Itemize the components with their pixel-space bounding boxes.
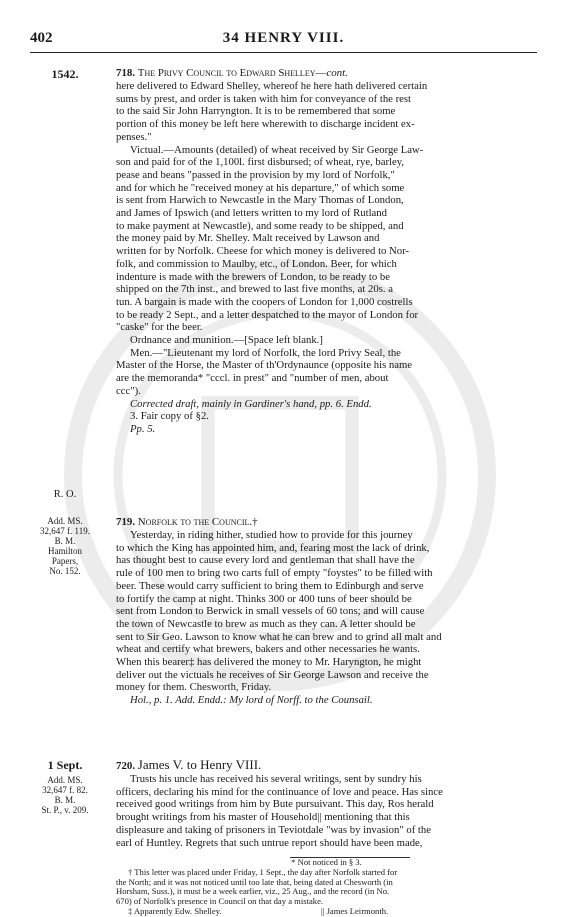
footnotes [116, 858, 537, 917]
footnote-parallel: || James Leirmonth. [321, 905, 389, 916]
entry-720 [116, 758, 537, 849]
paragraph: here delivered to Edward Shelley, whereof he here hath delivered certain sums by prest, and order is taken with him for conveyance of the rest to the said Sir John Harryngton. It is to be remembered that some portion of this money be left here wherewith to discharge incident ex- penses." [116, 80, 428, 143]
margin-year: 1542. [51, 67, 79, 81]
description-note: Hol., p. 1. Add. Endd.: My lord of Norff. to the Counsail. [130, 694, 373, 707]
page-number: 402 [30, 30, 53, 46]
margin-ref-720: Add. MS. 32,647 f. 82. B. M. St. P., v. 209. [41, 775, 89, 815]
pages-note: Pp. 5. [130, 422, 156, 435]
description-note: Corrected draft, mainly in Gardiner's hand, pp. 6. Endd. [130, 397, 372, 410]
footnote-star: * Not noticed in § 3. [291, 857, 362, 867]
running-title: 34 HENRY VIII. [222, 30, 345, 46]
entry-heading: 718. The Privy Council to Edward Shelley—cont. [116, 67, 348, 79]
footnote-rule [290, 857, 410, 858]
footnote-ddagger: ‡ Apparently Edw. Shelley. || James Leirmonth. [128, 905, 389, 916]
margin-ro: R. O. [53, 489, 77, 500]
running-head [30, 30, 537, 50]
entry-719 [116, 516, 537, 707]
footnote-dagger: † This letter was placed under Friday, 1 Sept., the day after Norfolk started for the North; and it was not noticed until too late that, being dated at Chesworth (in Horsham, Suss.), it must be a week earlier, viz., 25 Aug., and the record (in No. 670) of Norfolk's presence in Council on that day a mistake. [116, 866, 398, 907]
entry-heading: 720. James V. to Henry VIII. [116, 757, 262, 772]
men-paragraph: Men.—"Lieutenant my lord of Norfolk, the lord Privy Seal, the Master of the Horse, the Master of th'Ordynaunce (opposite his name are the memoranda* "cccl. in prest" and "number of men, about ccc"). [116, 346, 413, 397]
ordnance-paragraph: Ordnance and munition.—[Space left blank.] [130, 334, 323, 347]
victual-paragraph: Victual.—Amounts (detailed) of wheat received by Sir George Law- son and paid for of the 1,100l. first disbursed; of wheat, rye, barley, pease and beans "passed in the provision by my lord of Norfolk," and for which he "received money at his departure," of which some is sent from Harwich to Newcastle in the Mary Thomas of London, and James of Ipswich (and letters written to my lord of Rutland to make payment at Newcastle), and some ready to be shipped, and the money paid by Mr. Shelley. Malt received by Lawson and written for by Norfolk. Cheese for which money is delivered to Nor- folk, and commission to Maulby, etc., of London. Beer, for which indenture is made with the brewers of London, to be ready to be shipped on the 7th inst., and brewed to last five months, at 20s. a tun. A bargain is made with the coopers of London for 1,000 costrells to be ready 2 Sept., and a letter despatched to the mayor of London for "caske" for the beer. [116, 143, 424, 334]
margin-ref-719: Add. MS. 32,647 f. 119. B. M. Hamilton Papers, No. 152. [40, 516, 90, 576]
fair-copy-note: 3. Fair copy of §2. [130, 410, 209, 423]
paragraph: Yesterday, in riding hither, studied how to provide for this journey to which the King has appointed him, and, fearing most the lack of drink, has thought best to cause every lord and gentleman that shall have the rule of 100 men to bring two carts full of empty "foystes" to be filled with beer. These would carry sufficient to bring them to Edinburgh and serve to fortify the camp at night. Thinks 300 or 400 tuns of beer should be sent from London to Berwick in small vessels of 60 tons; and will cause the town of Newcastle to brew as much as they can. A letter should be sent to Sir Geo. Lawson to know what he can brew and to grind all malt and wheat and certify what brewers, bakers and other necessaries he wants. When this bearer‡ has delivered the money to Mr. Haryngton, he might deliver out the victuals he receives of Sir George Lawson and receive the money for them. Chesworth, Friday. [116, 529, 442, 694]
header-rule [30, 52, 537, 53]
paragraph: Trusts his uncle has received his several writings, sent by sundry his officers, declaring his mind for the continuance of love and peace. Has since received good writings from him by Bute pursuivant. This day, Ros herald brought writings from his master of Household|| mentioning that this displeasure and taking of prisoners in Teviotdale "was by invasion" of the earl of Huntley. Regrets that such untrue report should have been made, [116, 773, 443, 849]
entry-heading: 719. Norfolk to the Council.† [116, 516, 258, 528]
margin-date-720: 1 Sept. [47, 758, 83, 772]
entry-718 [116, 67, 537, 436]
